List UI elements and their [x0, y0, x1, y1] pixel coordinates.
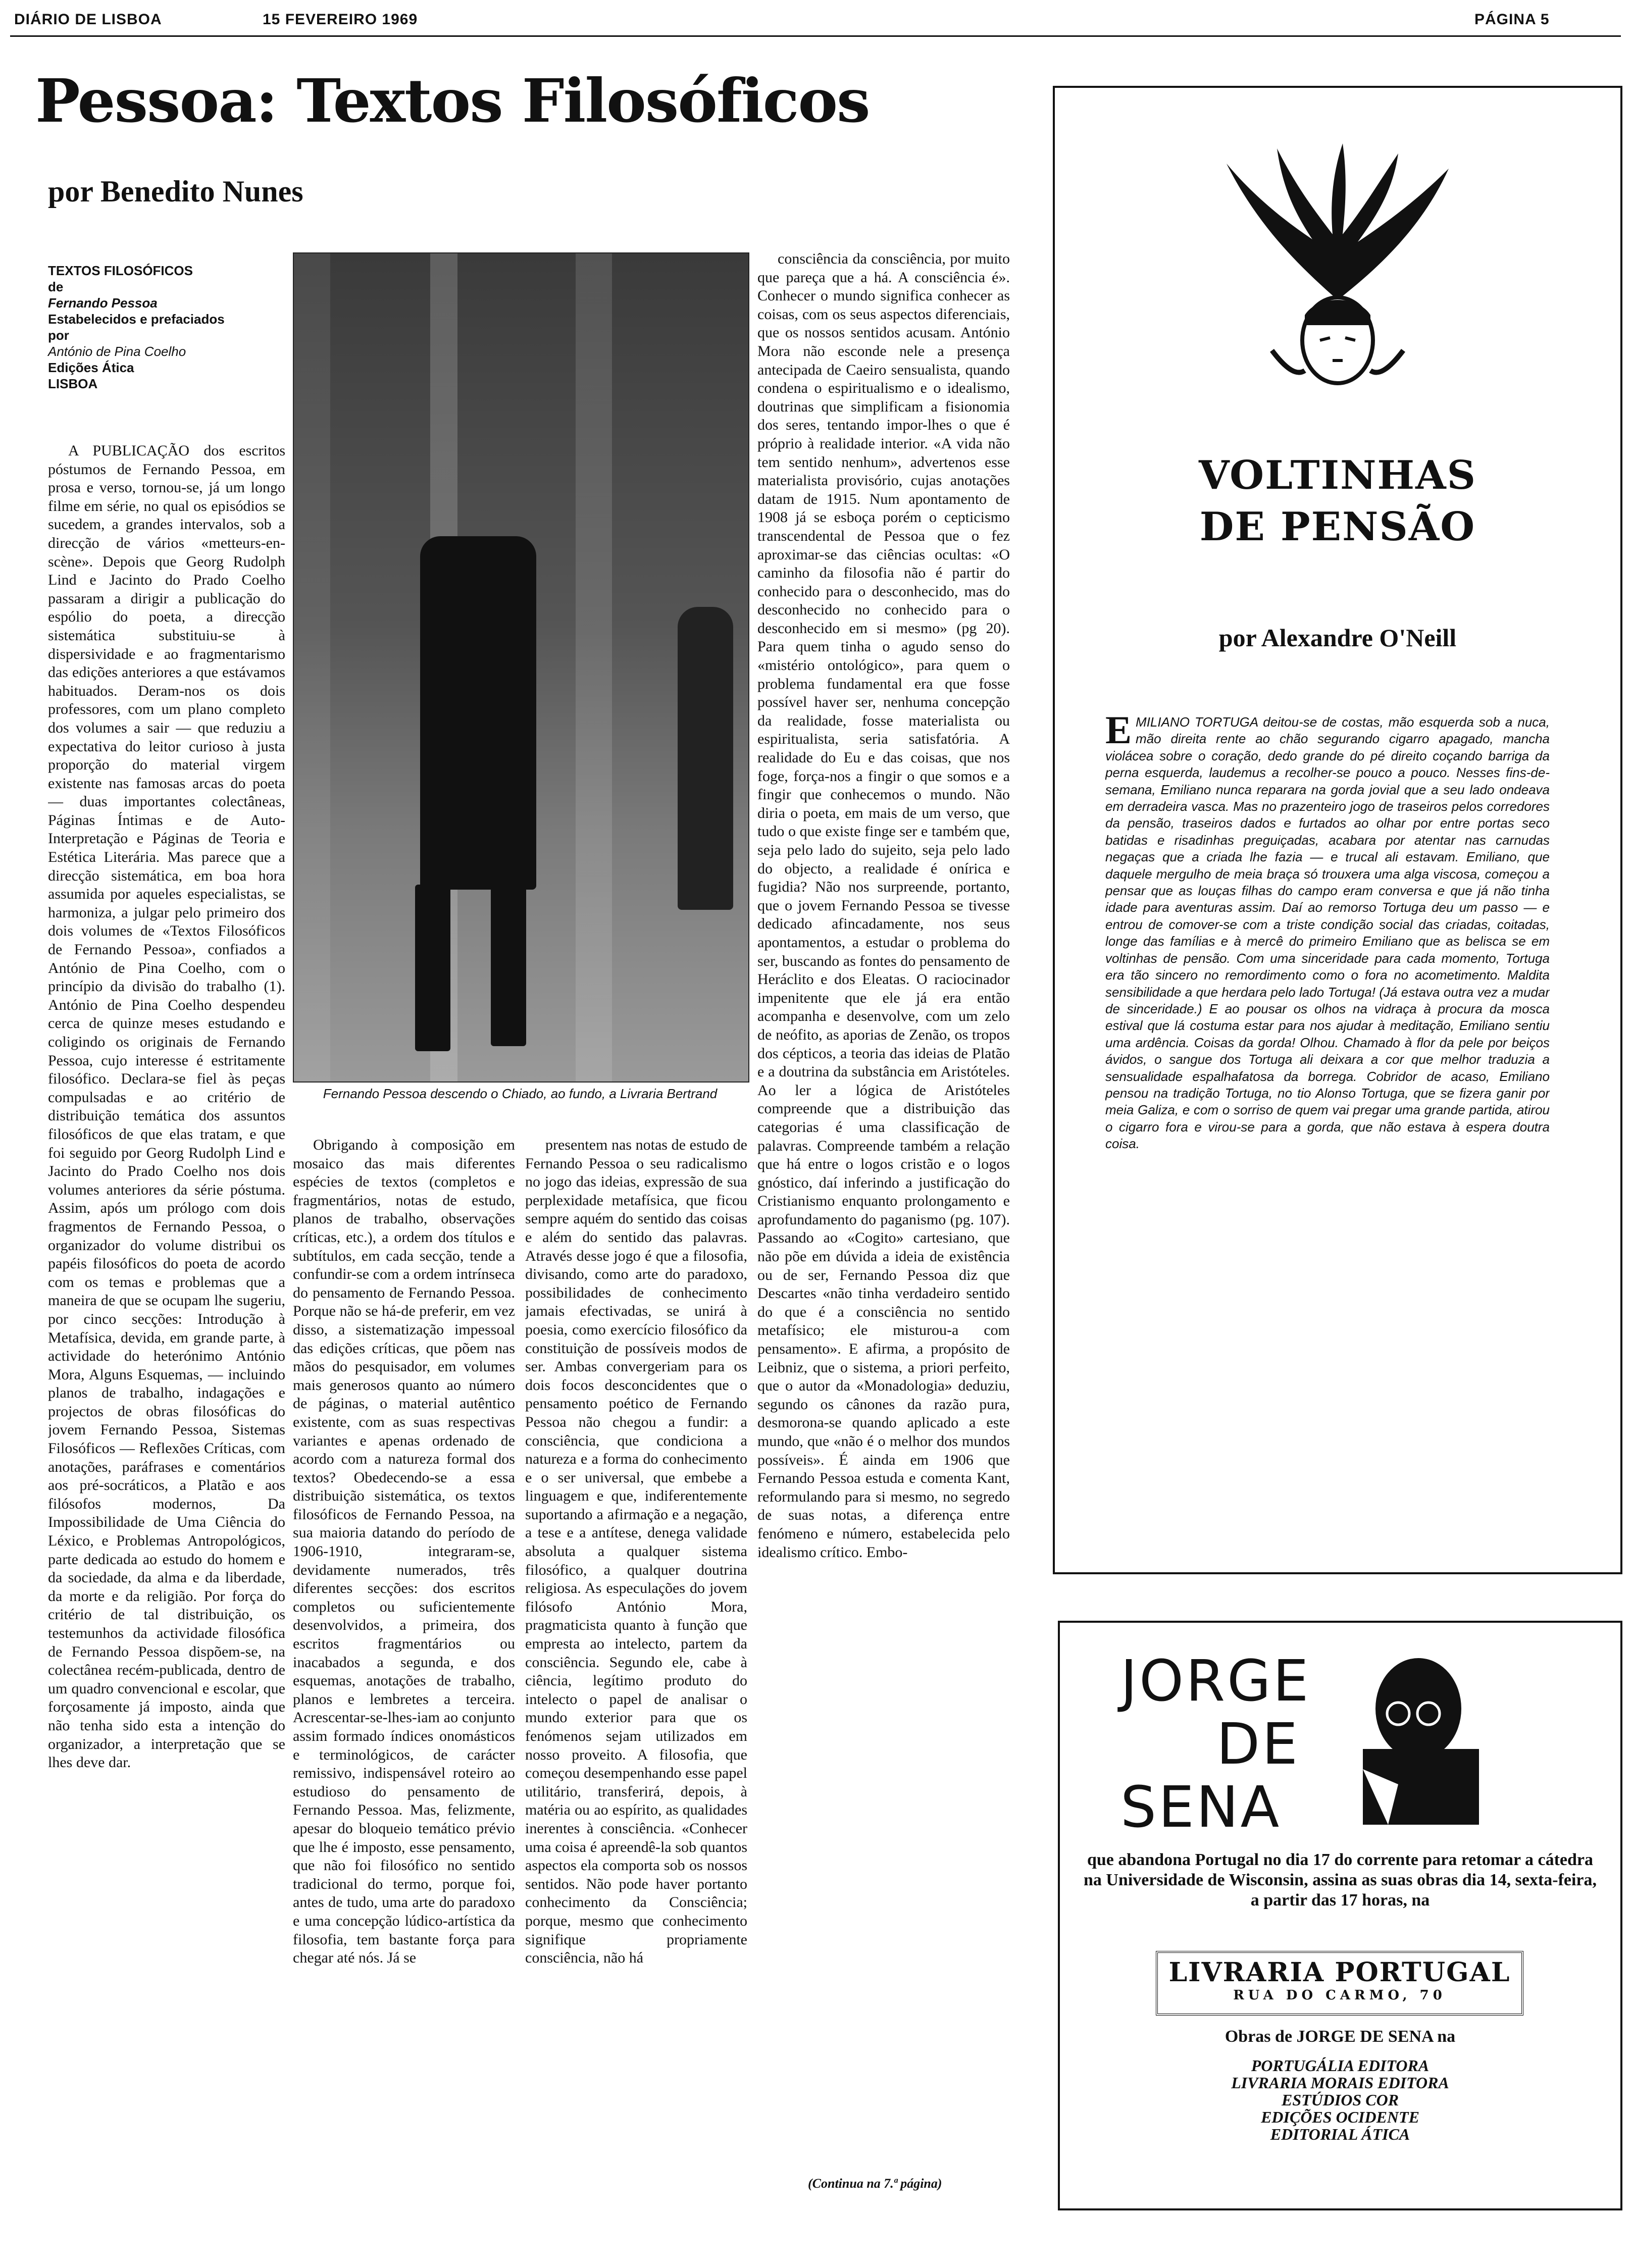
article-column-3 — [525, 1136, 747, 2232]
book-info-line: Fernando Pessoa — [48, 295, 158, 311]
dropcap: E — [1105, 714, 1132, 752]
sena-name-2: DE — [1216, 1712, 1300, 1777]
publisher: PORTUGÁLIA EDITORA — [1251, 2056, 1430, 2075]
publisher: EDIÇÕES OCIDENTE — [1261, 2108, 1419, 2126]
newspaper-name: DIÁRIO DE LISBOA — [14, 11, 162, 28]
article-paragraph: A PUBLICAÇÃO dos escritos póstumos de Fernando Pessoa, em prosa e verso, tornou-se, já um longo filme em série, no qual os episódios se sucedem, a grandes intervalos, sob a direcção de vários «metteurs-en-scène». Depois que Georg Rudolph Lind e Jacinto do Prado Coelho passaram a dirigir a publicação do espólio do poeta, a direcção sistemática substituiu-se à dispersividade e ao fragmentarismo das edições anteriores a que estávamos habituados. Deram-nos os dois professores, com um plano completo dos volumes a sair — que reduziu a expectativa do leitor curioso à justa proporção do material virgem existente nas famosas arcas do poeta — duas importantes colectâneas, Páginas Íntimas e de Auto-Interpretação e Páginas de Teoria e Estética Literária. Mas parece que a direcção sistemática, em boa hora assumida por aqueles especialistas, se harmoniza, a julgar pelo primeiro dos dois volumes de «Textos Filosóficos de Fernando Pessoa», confiados a António de Pina Coelho, com o princípio da divisão do trabalho (1). António de Pina Coelho despendeu cerca de quinze meses estudando e coligindo os originais de Fernando Pessoa, cujo interesse é estritamente filosófico. Declara-se fiel às peças compulsadas e ao critério de distribuição temática dos assuntos filosóficos de que elas tratam, e que foi seguido por Georg Rudolph Lind e Jacinto do Prado Coelho nos dois volumes anteriores da série póstuma. Assim, após um prólogo com dois fragmentos de Fernando Pessoa, o organizador do volume distribui os papéis filosóficos do poeta de acordo com os temas e problemas que a maneira de que se ocupam lhe sugeriu, por cinco secções: Introdução à Metafísica, devida, em grande parte, à actividade do heterónimo António Mora, Alguns Esquemas, — incluindo planos de trabalho, indagações e projectos de obras filosóficas do jovem Fernando Pessoa, Sistemas Filosóficos — Reflexões Críticas, com anotações, paráfrases e comentários aos pré-socráticos, a Platão e aos filósofos modernos, Da Impossibilidade de Uma Ciência do Léxico, e Problemas Antropológicos, parte dedicada ao estudo do homem e da sociedade, da alma e da liberdade, da morte e da religião. Por força do critério de tal distribuição, os testemunhos da actividade filosófica de Fernando Pessoa dispõem-se, na colectânea recém-publicada, dentro de um quadro convencional e escolar, que forçosamente já imposto, ainda que não tenha sido esta a intenção do organizador, a interpretação que se lhes deve dar. — [48, 442, 285, 1771]
article-column-2 — [293, 1136, 515, 2232]
header-rule — [10, 35, 1621, 37]
publisher: EDITORIAL ÁTICA — [1270, 2125, 1410, 2143]
sena-name-1: JORGE — [1120, 1648, 1311, 1714]
livraria-box — [1156, 1951, 1523, 2016]
voltinhas-byline: por Alexandre O'Neill — [1218, 624, 1457, 652]
sena-portrait — [1343, 1653, 1489, 1825]
article-paragraph: consciência da consciência, por muito que pareça que a há. A consciência é». Conhecer o mundo significa conhecer as coisas, com os seus aspectos diferenciais, que os nossos sentidos acusam. António Mora não esconde nele a presença antecipada de Caeiro sensualista, quando condena o espiritualismo e o idealismo, doutrinas que simplificam a fisionomia dos seres, tentando impor-lhes o que é próprio à realidade interior. «A vida não tem sentido nenhum», advertenos esse materialista provisório, cujas anotações datam de 1915. Num apontamento de 1908 já se esboça porém o cepticismo transcendental de Pessoa que o fez aproximar-se das ciências ocultas: «O caminho da filosofia não é partir do conhecido para o desconhecido, mas do desconhecido no conhecido para o desconhecido em si mesmo» (pg 20). Para quem tinha o agudo senso do «mistério ontológico», para quem o problema fundamental era que fosse possível haver ser, nenhuma concepção da realidade, fosse materialista ou espiritualista, seria satisfatória. A realidade do Eu e das coisas, que nos foge, força-nos a fingir o que somos e a fingir que conhecemos o mundo. Não diria o poeta, em mais de um verso, que tudo o que existe finge ser e também que, seja pelo lado do sujeito, seja pelo lado do objecto, a realidade é onírica e fugidia? Não nos surpreende, portanto, que o jovem Fernando Pessoa se tivesse dedicado afincadamente, nos seus apontamentos, a estudar o problema do ser, buscando as fontes do pensamento de Heráclito e dos Eleatas. O raciocinador impenitente que ele já era então acompanha e desenvolve, com um zelo de neófito, as aporias de Zenão, os tropos dos cépticos, a teoria das ideias de Platão e a doutrina da substância em Aristóteles. Ao ler a lógica de Aristóteles compreende que a distribuição das categorias é uma classificação de palavras. Compreende também a relação que há entre o logos cristão e o logos gnóstico, daí inferindo a justificação do Cristianismo enquanto prolongamento e aprofundamento do paganismo (pg. 107). Passando ao «Cogito» cartesiano, que não põe em dúvida a ideia de existência ou de ser, Fernando Pessoa diz que Descartes «não tinha verdadeiro sentido do que é a consciência no sentido metafísico; ele misturou-a com pensamento». E afirma, a propósito de Leibniz, que o sistema, a priori perfeito, que o autor da «Monadologia» deduziu, segundo os cânones da razão pura, desmorona-se quando aplicado a este mundo, que «não é o melhor dos mundos possíveis». É ainda em 1906 que Fernando Pessoa estuda e comenta Kant, reformulando para si mesmo, no segredo de suas notas, a diferença entre fenómeno e número, estabelecida pelo idealismo crítico. Embo- — [757, 250, 1010, 1561]
pessoa-leg — [491, 885, 526, 1046]
book-info-line: TEXTOS FILOSÓFICOS — [48, 263, 193, 278]
pessoa-leg — [415, 885, 450, 1051]
voltinhas-text — [1105, 714, 1550, 1522]
sena-works-label: Obras de JORGE DE SENA na — [1224, 2027, 1456, 2046]
article-paragraph: Obrigando à composição em mosaico das mais diferentes espécies de textos (completos e fragmentários, notas de estudo, planos de trabalho, observações críticas, etc.), a ordem dos títulos e subtítulos, em cada secção, tende a confundir-se com a ordem intrínseca do pensamento de Fernando Pessoa. Porque não se há-de preferir, em vez disso, a sistematização impessoal das edições críticas, que põem nas mãos do pesquisador, em volumes mais generosos quanto ao número de páginas, o material autêntico existente, com as suas respectivas variantes e apenas ordenado de acordo com a natureza formal dos textos? Obedecendo-se a essa distribuição sistemática, os textos filosóficos de Fernando Pessoa, na sua maioria datando do período de 1906-1910, integraram-se, devidamente numerados, três diferentes secções: dos escritos completos ou suficientemente desenvolvidos, a primeira, dos escritos fragmentários ou inacabados a segunda, e dos esquemas, anotações de trabalho, planos e lembretes a terceira. Acrescentar-se-lhes-iam ao conjunto assim formado índices onomásticos e terminológicos, de carácter remissivo, indispensável roteiro ao estudioso do pensamento de Fernando Pessoa. Mas, felizmente, apesar do bloqueio temático prévio que lhe é imposto, esse pensamento, que não foi filosófico no sentido tradicional do termo, porque foi, antes de tudo, uma arte do paradoxo e uma concepção lúdico-artística da filosofia, tem bastante força para chegar até nós. Já se — [293, 1137, 515, 1967]
publisher: LIVRARIA MORAIS EDITORA — [1231, 2074, 1449, 2092]
publisher: ESTÚDIOS COR — [1281, 2091, 1399, 2109]
sena-name-3: SENA — [1120, 1775, 1282, 1840]
continued-note: (Continua na 7.ª página) — [808, 2176, 942, 2191]
pessoa-figure — [420, 536, 536, 890]
book-info — [48, 263, 285, 392]
article-column-1 — [48, 442, 285, 2229]
publishers-list — [1080, 2057, 1600, 2143]
article-title: Pessoa: Textos Filosóficos — [35, 66, 870, 136]
issue-date: 15 FEVEREIRO 1969 — [263, 11, 418, 28]
background-figure — [678, 607, 733, 910]
book-info-line: de — [48, 279, 64, 294]
book-info-line: por — [48, 328, 69, 343]
store-name: LIVRARIA PORTUGAL — [1168, 1957, 1511, 1988]
sena-ad-text: que abandona Portugal no dia 17 do corrente para retomar a cátedra na Universidade de Wisconsin, assina as suas obras dia 14, sexta-feira, a partir das 17 horas, na — [1083, 1850, 1597, 1910]
page-number: PÁGINA 5 — [1474, 11, 1550, 28]
voltinhas-body: MILIANO TORTUGA deitou-se de costas, mão esquerda sob a nuca, mão direita rente ao chão segurando cigarro apagado, mancha violácea sobre o coração, dedo grande do pé direito coçando barriga da perna esquerda, laudemus a recolher-se pouco a pouco. Nesses fins-de-semana, Emiliano nunca reparara na gorda jovial que a seu lado ondeava em derradeira vasca. Mas no prazenteiro jogo de traseiros pelos corredores da pensão, traseiros dados e furtados ao olhar por entre portas seco batidas e risadinhas preguiçadas, acabara por atentar nas carnudas negaças que a criada lhe fazia — e trucal ali estavam. Emiliano, que daquele mergulho de meia braça só trouxera uma alga viscosa, começou a pensar que as louças filhas do campo eram conversa e que já não tinha idade para aventuras assim. Daí ao remorso Tortuga deu um passo — e entrou de comover-se com a triste condição social das criadas, coitadas, longe das famílias e à mercê do primeiro Emiliano que as belisca se em voltinhas de pensão. Com uma sinceridade para cada momento, Tortuga era tão sincero no remordimento como o fora no acometimento. Maldita sensibilidade a que herdara pelo lado Tortuga! (Já estava outra vez a mudar de sinceridade.) E ao pousar os olhos na vidraça à procura da mosca estival que lá costuma estar para nos ajudar à meditação, Emiliano sentiu uma ardência. Coisas da gorda! Olhou. Chamado à flor da pele por beiços ávidos, o sangue dos Tortuga ali deixara a cor que melhor traduzia a sensualidade espalhafatosa da borrega. Cobridor de acaso, Emiliano pensou na tradição Tortuga, no tio Alonso Tortuga, que se fizera ganir por meia Galiza, e com o sorriso de quem vai pregar uma grande partida, atirou o cigarro fora e virou-se para a gorda, que não estava à espera doutra coisa. — [1105, 714, 1550, 1152]
article-paragraph: presentem nas notas de estudo de Fernando Pessoa o seu radicalismo no jogo das ideias, expressão de sua perplexidade metafísica, que ficou sempre aquém do sentido das coisas e além do sentido das palavras. Através desse jogo é que a filosofia, divisando, como arte do paradoxo, possibilidades de conhecimento jamais efectivadas, se unirá à poesia, como exercício filosófico da constituição de possíveis modos de ser. Ambas convergeriam para os dois focos desconcidentes que o pensamento poético de Fernando Pessoa não chegou a fundir: a consciência, que condiciona a natureza e a forma do conhecimento e o ser universal, que embebe a linguagem e que, indiferentemente suportando a afirmação e a negação, a tese e a antítese, denega validade absoluta a qualquer sistema filosófico, a qualquer doutrina religiosa. As especulações do jovem filósofo António Mora, pragmaticista quanto à função que empresta ao intelecto, partem da consciência. Segundo ele, cabe à ciência, legítimo produto do intelecto o papel de analisar o mundo exterior para que os fenómenos sejam utilizados em nosso proveito. A filosofia, que começou desempenhando esse papel utilitário, transferirá, depois, à matéria ou ao espírito, as qualidades inerentes à consciência. «Conhecer uma coisa é apreendê-la sob quantos aspectos ela comporta sob os nossos sentidos. Não pode haver portanto conhecimento da Consciência; porque, mesmo que conhecimento signifique propriamente consciência, não há — [525, 1137, 747, 1967]
winged-head-illustration — [1196, 133, 1479, 416]
book-info-line: LISBOA — [48, 376, 98, 391]
book-info-line: António de Pina Coelho — [48, 344, 186, 359]
voltinhas-title-1: VOLTINHAS — [1199, 452, 1476, 498]
store-address: RUA DO CARMO, 70 — [1233, 1988, 1446, 2003]
sena-ad — [1058, 1621, 1622, 2210]
voltinhas-title-2: DE PENSÃO — [1199, 504, 1476, 550]
book-info-line: Estabelecidos e prefaciados — [48, 312, 225, 327]
voltinhas-box — [1053, 86, 1622, 1574]
photo-caption: Fernando Pessoa descendo o Chiado, ao fundo, a Livraria Bertrand — [323, 1086, 718, 1101]
book-info-line: Edições Ática — [48, 360, 134, 375]
article-column-4 — [757, 250, 1010, 2189]
pessoa-photo — [293, 252, 749, 1083]
article-byline: por Benedito Nunes — [48, 175, 303, 208]
